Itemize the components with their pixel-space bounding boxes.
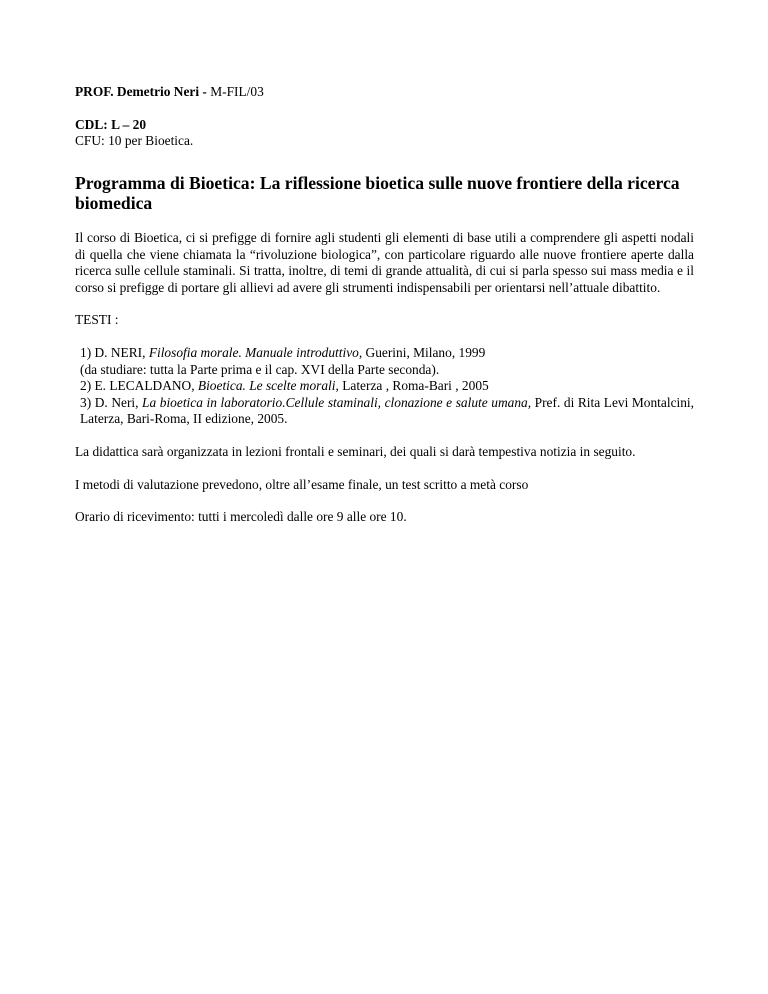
intro-paragraph: Il corso di Bioetica, ci si prefigge di fornire agli studenti gli elementi di base utili a comprendere gli aspetti nodali di quella che viene chiamata la “rivoluzione biologica”, con particolare riguardo alle nuove frontiere aperte dalla ricerca sulle cellule staminali. Si tratta, inoltre, di temi di grande attualità, di cui si parla spesso sui mass media e il corso si prefigge di portare gli allievi ad avere gli strumenti indispensabili per orientarsi nell’attuale dibattito. xyxy=(75,229,694,295)
course-code: M-FIL/03 xyxy=(210,84,264,99)
program-title: Programma di Bioetica: La riflessione bioetica sulle nuove frontiere della ricerca biomedica xyxy=(75,172,680,214)
ricevimento-paragraph: Orario di ricevimento: tutti i mercoledì dalle ore 9 alle ore 10. xyxy=(75,509,407,525)
didattica-paragraph: La didattica sarà organizzata in lezioni frontali e seminari, dei quali si darà tempestiva notizia in seguito. xyxy=(75,443,636,459)
list-item: 2) E. LECALDANO, Bioetica. Le scelte morali, Laterza , Roma-Bari , 2005 xyxy=(80,378,489,394)
book-title: Filosofia morale. Manuale introduttivo xyxy=(148,344,359,360)
cfu-line: CFU: 10 per Bioetica. xyxy=(75,133,194,149)
testi-list xyxy=(75,345,694,428)
list-item: 1) D. NERI, Filosofia morale. Manuale introduttivo, Guerini, Milano, 1999 xyxy=(80,344,486,360)
cdl-line: CDL: L – 20 xyxy=(75,116,147,132)
list-item-note: (da studiare: tutta la Parte prima e il cap. XVI della Parte seconda). xyxy=(80,361,440,377)
testi-heading: TESTI : xyxy=(75,312,119,328)
book-title: La bioetica in laboratorio.Cellule staminali, clonazione e salute umana, xyxy=(142,394,532,410)
document-content xyxy=(75,84,694,526)
professor-name: PROF. Demetrio Neri - xyxy=(75,84,211,99)
book-title: Bioetica. Le scelte morali xyxy=(197,378,336,394)
professor-line xyxy=(75,84,694,101)
list-item: 3) D. Neri, La bioetica in laboratorio.Cellule staminali, clonazione e salute umana, Pref. di Rita Levi Montalcini, Laterza, Bari-Roma, II edizione, 2005. xyxy=(80,394,694,427)
valutazione-paragraph: I metodi di valutazione prevedono, oltre all’esame finale, un test scritto a metà corso xyxy=(75,476,529,492)
